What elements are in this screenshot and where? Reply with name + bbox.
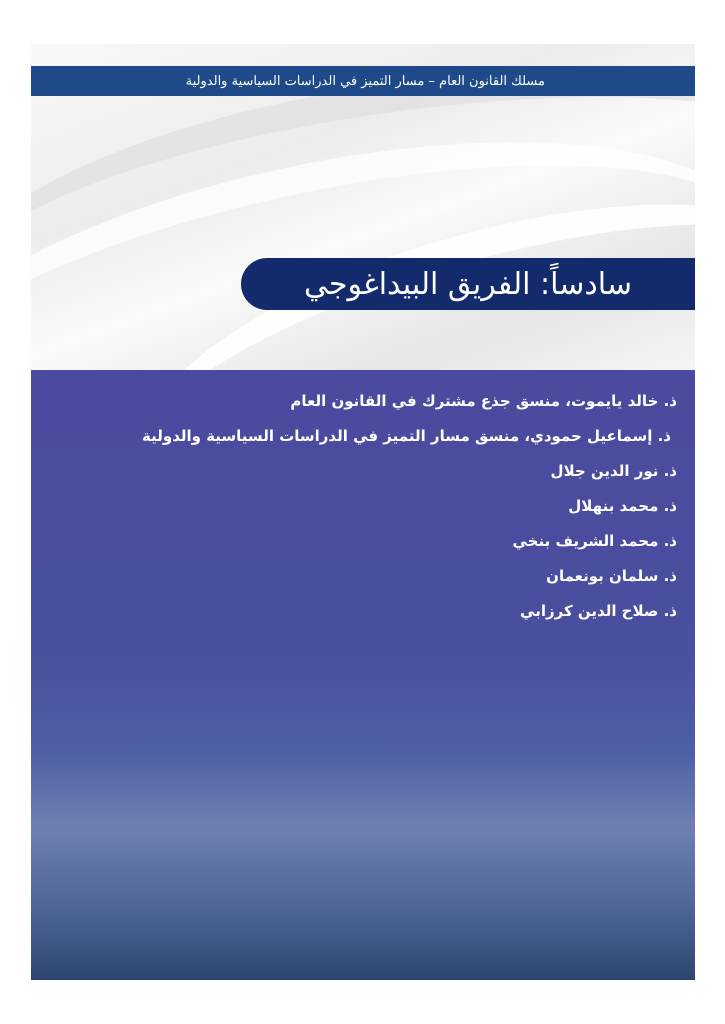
team-member: ذ. محمد الشريف بنخي — [512, 532, 677, 550]
section-title: سادساً: الفريق البيداغوجي — [303, 266, 633, 302]
team-member: ذ. خالد يايموت، منسق جذع مشترك في القانون العام — [290, 392, 677, 410]
top-background — [31, 44, 695, 370]
team-member: ذ. سلمان بونعمان — [546, 567, 677, 585]
brochure-page — [31, 44, 695, 980]
team-member: ذ. صلاح الدين كرزابي — [520, 602, 677, 620]
header-text: مسلك القانون العام – مسار التميز في الدراسات السياسية والدولية — [185, 73, 545, 89]
header-bar — [31, 66, 695, 96]
team-member: ذ. إسماعيل حمودي، منسق مسار التميز في الدراسات السياسية والدولية — [142, 427, 671, 445]
section-title-box — [241, 258, 695, 310]
team-list — [37, 384, 677, 629]
team-member: ذ. نور الدين جلال — [550, 462, 677, 480]
team-member: ذ. محمد بنهلال — [568, 497, 677, 515]
